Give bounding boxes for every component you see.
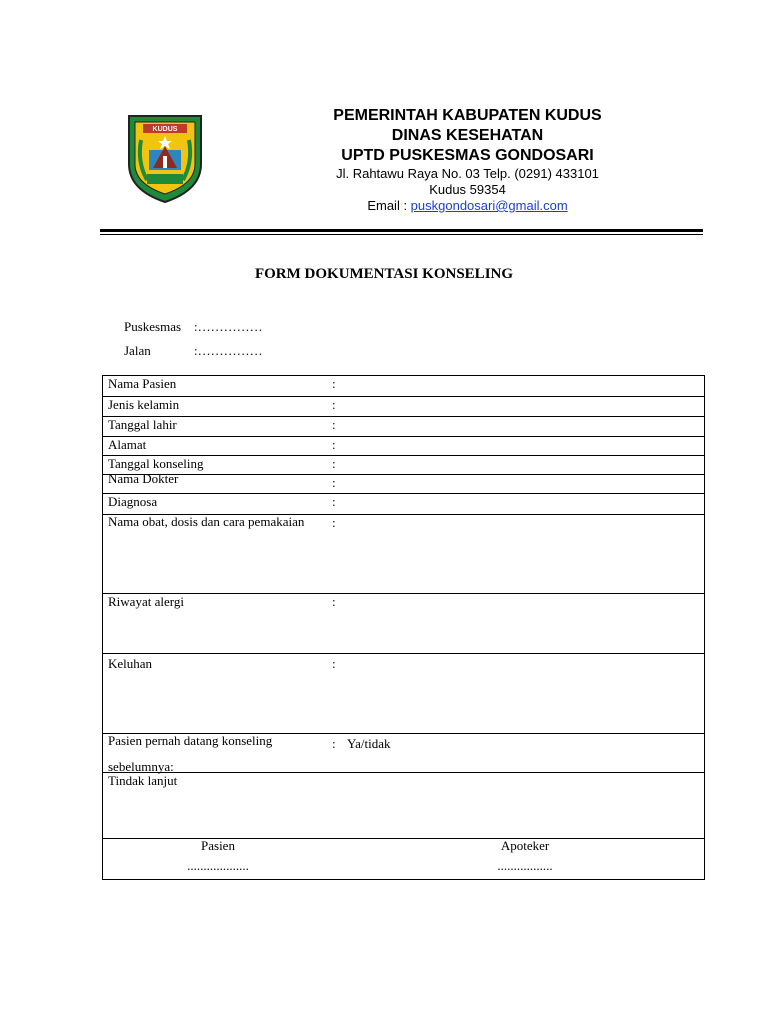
row-label: Nama obat, dosis dan cara pemakaian — [108, 514, 305, 529]
form-title: FORM DOKUMENTASI KONSELING — [254, 266, 514, 282]
signature-line[interactable]: ................... — [187, 858, 249, 873]
table-row — [103, 471, 704, 494]
table-row — [103, 734, 704, 773]
table-row — [103, 515, 704, 594]
row-colon: : — [332, 594, 336, 609]
email-label: Email : — [367, 198, 411, 213]
row-colon: : — [332, 494, 336, 509]
row-colon: : — [332, 397, 336, 412]
row-label: Tindak lanjut — [108, 773, 178, 788]
counseling-form-table — [102, 375, 705, 880]
letterhead-email-line — [300, 198, 635, 214]
letterhead — [300, 106, 635, 214]
row-colon: : — [332, 417, 336, 432]
table-row — [103, 417, 704, 437]
row-label: Nama Pasien — [108, 376, 177, 391]
signature-apoteker — [455, 838, 595, 874]
row-label: Pasien pernah datang konseling sebelumnya: — [108, 733, 273, 774]
row-colon: : — [332, 515, 336, 530]
meta-value: :…………… — [194, 319, 263, 334]
signature-label: Pasien — [201, 838, 235, 853]
signature-pasien — [148, 838, 288, 874]
row-label: Nama Dokter — [108, 471, 179, 486]
meta-puskesmas — [124, 319, 263, 335]
header-rule-thin — [100, 234, 703, 235]
row-label: Alamat — [108, 437, 147, 452]
letterhead-city: Kudus 59354 — [429, 182, 506, 197]
row-label: Diagnosa — [108, 494, 158, 509]
letterhead-address: Jl. Rahtawu Raya No. 03 Telp. (0291) 433101 — [336, 166, 599, 181]
row-label: Keluhan — [108, 656, 153, 671]
table-row — [103, 397, 704, 417]
email-link[interactable]: puskgondosari@gmail.com — [410, 198, 568, 213]
row-value-ya-tidak[interactable]: Ya/tidak — [347, 736, 391, 751]
meta-label: Jalan — [124, 343, 151, 358]
row-colon: : — [332, 475, 336, 490]
meta-value: :…………… — [194, 343, 263, 358]
table-row — [103, 654, 704, 734]
signature-label: Apoteker — [500, 838, 550, 853]
row-label: Tanggal lahir — [108, 417, 177, 432]
logo-text: KUDUS — [152, 126, 178, 133]
row-colon: : — [332, 456, 336, 471]
row-colon: : — [332, 437, 336, 452]
signature-line[interactable]: ................. — [497, 858, 553, 873]
row-label: Tanggal konseling — [108, 456, 204, 471]
row-colon: : — [332, 656, 336, 671]
letterhead-line3: UPTD PUSKESMAS GONDOSARI — [341, 147, 594, 164]
kudus-regency-logo — [125, 112, 205, 204]
letterhead-line2: DINAS KESEHATAN — [391, 127, 544, 144]
header-rule-thick — [100, 229, 703, 232]
letterhead-line1: PEMERINTAH KABUPATEN KUDUS — [333, 107, 602, 124]
row-colon: : — [332, 736, 336, 751]
meta-jalan — [124, 343, 263, 359]
row-label: Riwayat alergi — [108, 594, 184, 609]
table-row — [103, 773, 704, 839]
row-colon: : — [332, 376, 336, 391]
table-row — [103, 594, 704, 654]
table-row — [103, 437, 704, 456]
meta-label: Puskesmas — [124, 319, 182, 334]
table-row — [103, 376, 704, 397]
row-label: Jenis kelamin — [108, 397, 180, 412]
